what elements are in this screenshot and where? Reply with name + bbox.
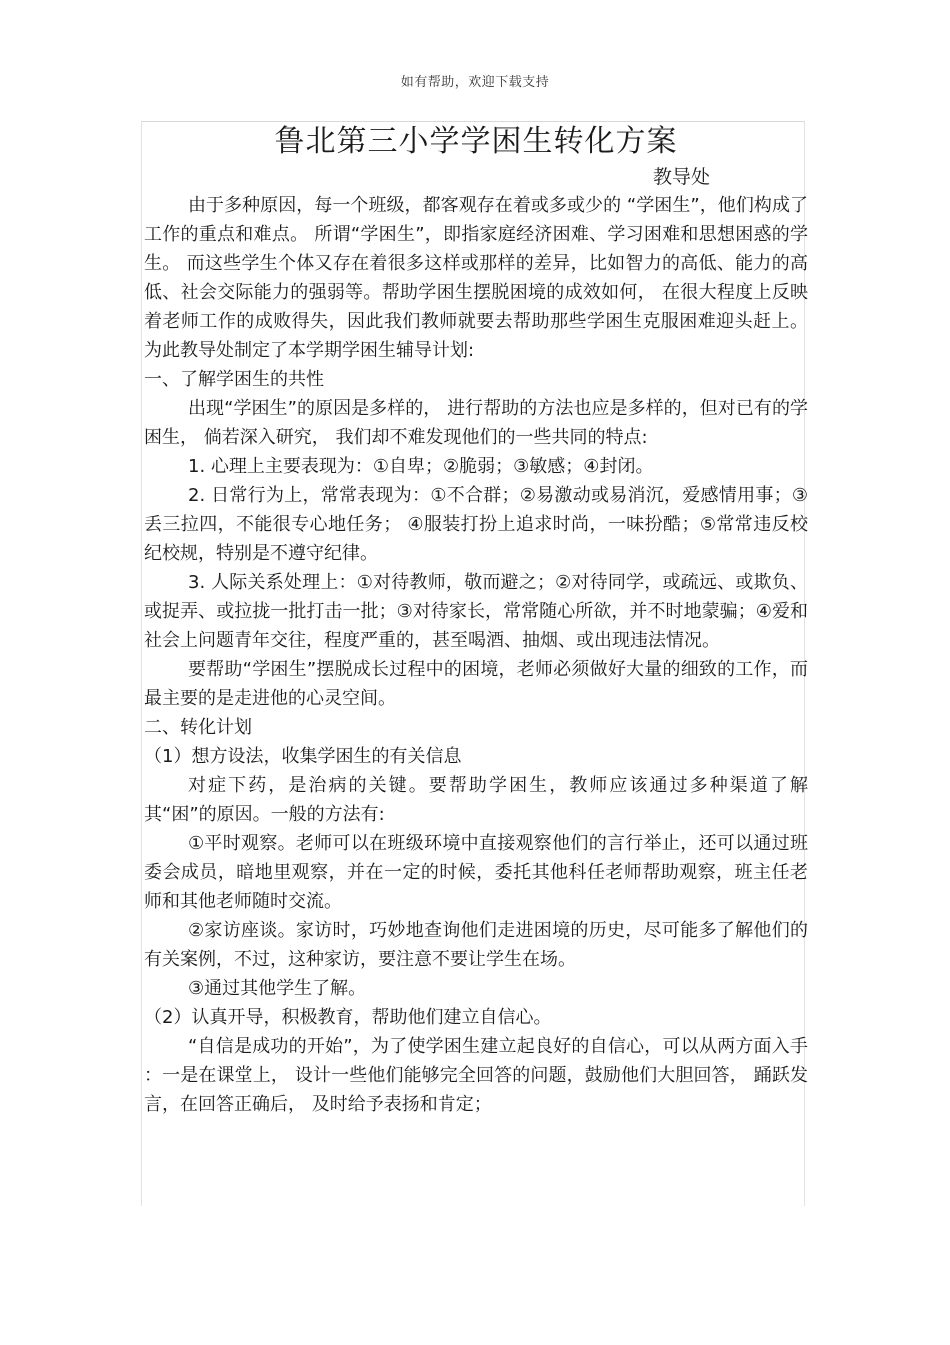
subsection-heading-1: （1）想方设法，收集学困生的有关信息 <box>144 746 462 767</box>
list-item: ②家访座谈。家访时，巧妙地查询他们走进困境的历史，尽可能多了解他们的有关案例，不过，这种家访，要注意不要让学生在场。 <box>144 920 808 970</box>
list-item: ③通过其他学生了解。 <box>188 978 367 999</box>
intro-paragraph: 由于多种原因，每一个班级，都客观存在着或多或少的 “学困生”，他们构成了工作的重点和难点。 所谓“学困生”，即指家庭经济困难、学习困难和思想困惑的学生。 而这些学生个体又存在着很多这样或那样的差异，比如智力的高低、能力的高低、社会交际能力的强弱等。帮助学困生摆脱困境的成效如何， 在很大程度上反映着老师工作的成败得失，因此我们教师就要去帮助那些学困生克服困难迎头赶上。 为此教导处制定了本学期学困生辅导计划: <box>144 195 808 361</box>
list-item: 3. 人际关系处理上：①对待教师，敬而避之；②对待同学，或疏远、或欺负、或捉弄、或拉拢一批打击一批；③对待家长，常常随心所欲，并不时地蒙骗；④爱和社会上问题青年交往，程度严重的，甚至喝酒、抽烟、或出现违法情况。 <box>144 572 808 651</box>
list-item: ①平时观察。老师可以在班级环境中直接观察他们的言行举止，还可以通过班委会成员，暗地里观察，并在一定的时候，委托其他科任老师帮助观察，班主任老师和其他老师随时交流。 <box>144 833 808 912</box>
section-heading-2: 二、转化计划 <box>144 717 252 738</box>
list-item: 1. 心理上主要表现为：①自卑；②脆弱；③敏感；④封闭。 <box>188 456 654 477</box>
paragraph: 对症下药，是治病的关键。要帮助学困生，教师应该通过多种渠道了解其“困”的原因。一般的方法有: <box>144 775 808 825</box>
department-label: 教导处 <box>652 166 710 188</box>
list-item: 2. 日常行为上，常常表现为：①不合群；②易激动或易消沉，爱感情用事；③丢三拉四，不能很专心地任务； ④服装打扮上追求时尚，一味扮酷；⑤常常违反校纪校规，特别是不遵守纪律。 <box>144 485 808 564</box>
document-body <box>144 121 808 1119</box>
subsection-heading-2: （2）认真开导，积极教育，帮助他们建立自信心。 <box>144 1007 552 1028</box>
paragraph: 出现“学困生”的原因是多样的， 进行帮助的方法也应是多样的，但对已有的学困生， 倘若深入研究， 我们却不难发现他们的一些共同的特点: <box>144 398 808 448</box>
paragraph: 要帮助“学困生”摆脱成长过程中的困境，老师必须做好大量的细致的工作，而最主要的是走进他的心灵空间。 <box>144 659 808 709</box>
paragraph: “自信是成功的开始”，为了使学困生建立起良好的自信心，可以从两方面入手 ：一是在课堂上， 设计一些他们能够完全回答的问题，鼓励他们大胆回答， 踊跃发言，在回答正确后， 及时给予表扬和肯定； <box>144 1036 808 1115</box>
document-title: 鲁北第三小学学困生转化方案 <box>274 124 678 159</box>
section-heading-1: 一、了解学困生的共性 <box>144 369 324 390</box>
page-header: 如有帮助，欢迎下载支持 <box>400 75 550 90</box>
